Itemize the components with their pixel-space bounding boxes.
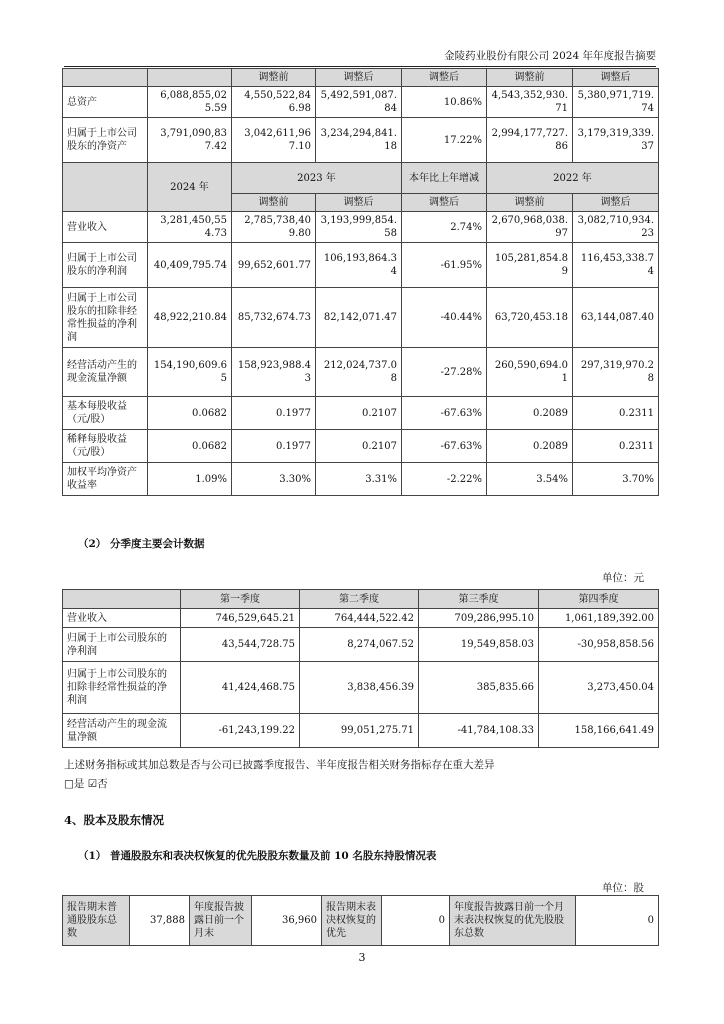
table-cell: 48,922,210.84 (148, 288, 232, 348)
table-cell: 2.74% (402, 212, 487, 243)
table-cell: 3.30% (232, 463, 316, 496)
unit-label: 单位：元 (602, 572, 644, 584)
table-cell: 40,409,795.74 (148, 243, 232, 288)
table-cell: 调整后 (402, 194, 487, 212)
table-cell: 37,888 (130, 896, 190, 946)
table-cell: 稀释每股收益（元/股） (63, 430, 148, 463)
table-header-row (63, 590, 659, 609)
table-cell: 4,550,522,846.98 (232, 87, 316, 118)
table-cell: 基本每股收益（元/股） (63, 397, 148, 430)
table-cell: 4,543,352,930.71 (487, 87, 573, 118)
table-cell: 调整后 (316, 69, 402, 87)
table-cell: 报告期末表决权恢复的优先 (322, 896, 382, 946)
table-cell (148, 69, 232, 87)
table-cell: 2024 年 (148, 163, 232, 212)
table-cell: 年度报告披露日前一个月末表决权恢复的优先股股东总数 (450, 896, 576, 946)
table-row (63, 662, 659, 714)
table-cell: 8,274,067.52 (300, 628, 419, 662)
table-cell: 3,273,450.04 (539, 662, 659, 714)
table-cell: 3,082,710,934.23 (573, 212, 659, 243)
table-cell: 0.0682 (148, 397, 232, 430)
table-cell: 0.2311 (573, 430, 659, 463)
table-cell: 经营活动产生的现金流量净额 (63, 348, 148, 397)
table-cell: 41,424,468.75 (181, 662, 300, 714)
table-cell: 3.54% (487, 463, 573, 496)
table-year-row (63, 163, 659, 194)
table-cell: 归属于上市公司股东的扣除非经常性损益的净利润 (63, 288, 148, 348)
table-cell: 106,193,864.34 (316, 243, 402, 288)
table-cell: 年度报告披露日前一个月末 (190, 896, 252, 946)
annual-data-table (62, 68, 659, 496)
table-cell: 调整前 (232, 69, 316, 87)
table-cell: 116,453,338.74 (573, 243, 659, 288)
table-cell: 764,444,522.42 (300, 609, 419, 628)
table-cell: -40.44% (402, 288, 487, 348)
unit-label-shares: 单位：股 (602, 882, 644, 894)
table-cell: 43,544,728.75 (181, 628, 300, 662)
table-cell: 3,791,090,837.42 (148, 118, 232, 163)
table-cell: 0.2107 (316, 430, 402, 463)
section-quarterly-title: （2） 分季度主要会计数据 (78, 538, 205, 550)
table-cell: 3,193,999,854.58 (316, 212, 402, 243)
table-cell: -67.63% (402, 430, 487, 463)
table-cell: 154,190,609.65 (148, 348, 232, 397)
table-cell: 36,960 (252, 896, 322, 946)
table-cell: 3.31% (316, 463, 402, 496)
table-cell: 归属于上市公司股东的净资产 (63, 118, 148, 163)
table-row (63, 288, 659, 348)
section-shareholders-subtitle: （1） 普通股股东和表决权恢复的优先股股东数量及前 10 名股东持股情况表 (78, 850, 437, 862)
table-cell: 调整后 (573, 194, 659, 212)
table-cell: -67.63% (402, 397, 487, 430)
table-cell: 调整后 (402, 69, 487, 87)
table-row (63, 628, 659, 662)
table-cell: -61.95% (402, 243, 487, 288)
table-row (63, 609, 659, 628)
quarterly-data-table (62, 589, 659, 748)
table-cell: 3,838,456.39 (300, 662, 419, 714)
table-cell: 10.86% (402, 87, 487, 118)
table-cell: 0.1977 (232, 397, 316, 430)
table-cell: -27.28% (402, 348, 487, 397)
table-cell: 0.0682 (148, 430, 232, 463)
table-row (63, 118, 659, 163)
table-row (63, 896, 659, 946)
table-cell (63, 590, 181, 609)
table-cell (63, 69, 148, 87)
table-cell: 报告期末普通股股东总数 (63, 896, 130, 946)
table-cell: 总资产 (63, 87, 148, 118)
table-cell: 经营活动产生的现金流量净额 (63, 714, 181, 748)
table-cell: 6,088,855,025.59 (148, 87, 232, 118)
yes-no-checkbox: □是 ☑否 (64, 778, 108, 790)
table-cell: 0.1977 (232, 430, 316, 463)
table-cell: 2,994,177,727.86 (487, 118, 573, 163)
table-cell: 第四季度 (539, 590, 659, 609)
table-cell: 调整前 (232, 194, 316, 212)
table-cell: 212,024,737.08 (316, 348, 402, 397)
table-cell: 0.2311 (573, 397, 659, 430)
table-cell: 归属于上市公司股东的扣除非经常性损益的净利润 (63, 662, 181, 714)
table-cell: 本年比上年增减 (402, 163, 487, 194)
table-row (63, 212, 659, 243)
table-row (63, 87, 659, 118)
table-cell: 0.2089 (487, 397, 573, 430)
table-cell: 297,319,970.28 (573, 348, 659, 397)
difference-note: 上述财务指标或其加总数是否与公司已披露季度报告、半年度报告相关财务指标存在重大差异 (64, 759, 495, 771)
table-cell: 0.2089 (487, 430, 573, 463)
table-cell: 82,142,071.47 (316, 288, 402, 348)
table-cell: 0 (382, 896, 450, 946)
table-cell: 归属于上市公司股东的净利润 (63, 628, 181, 662)
table-cell: 260,590,694.01 (487, 348, 573, 397)
table-cell: 第二季度 (300, 590, 419, 609)
table-cell: 调整前 (487, 69, 573, 87)
table-cell: 17.22% (402, 118, 487, 163)
table-row (63, 243, 659, 288)
section-shareholders-title: 4、股本及股东情况 (64, 813, 165, 827)
table-cell: 3,234,294,841.18 (316, 118, 402, 163)
table-cell: 1.09% (148, 463, 232, 496)
table-row (63, 430, 659, 463)
table-cell: 1,061,189,392.00 (539, 609, 659, 628)
table-cell: 营业收入 (63, 609, 181, 628)
table-cell: 营业收入 (63, 212, 148, 243)
page-number: 3 (358, 951, 366, 964)
table-cell: 99,051,275.71 (300, 714, 419, 748)
table-cell: 85,732,674.73 (232, 288, 316, 348)
table-cell: 158,923,988.43 (232, 348, 316, 397)
table-cell: 调整后 (573, 69, 659, 87)
table-cell: 5,380,971,719.74 (573, 87, 659, 118)
table-cell: 0 (576, 896, 659, 946)
table-cell: 3,281,450,554.73 (148, 212, 232, 243)
table-row (63, 348, 659, 397)
table-cell: 105,281,854.89 (487, 243, 573, 288)
table-cell: -61,243,199.22 (181, 714, 300, 748)
table-cell: -30,958,858.56 (539, 628, 659, 662)
table-cell: 158,166,641.49 (539, 714, 659, 748)
table-cell: 2,670,968,038.97 (487, 212, 573, 243)
table-cell: 3.70% (573, 463, 659, 496)
table-cell: -2.22% (402, 463, 487, 496)
table-cell: 63,720,453.18 (487, 288, 573, 348)
table-cell: 63,144,087.40 (573, 288, 659, 348)
table-row (63, 463, 659, 496)
table-cell (63, 163, 148, 212)
table-cell: 2,785,738,409.80 (232, 212, 316, 243)
table-cell: 归属于上市公司股东的净利润 (63, 243, 148, 288)
table-cell: 99,652,601.77 (232, 243, 316, 288)
table-cell: 19,549,858.03 (419, 628, 539, 662)
table-row (63, 397, 659, 430)
table-cell: 5,492,591,087.84 (316, 87, 402, 118)
table-header-row (63, 69, 659, 87)
table-cell: 746,529,645.21 (181, 609, 300, 628)
table-cell: 调整后 (316, 194, 402, 212)
table-cell: 0.2107 (316, 397, 402, 430)
table-cell: 调整前 (487, 194, 573, 212)
table-cell: 加权平均净资产收益率 (63, 463, 148, 496)
table-row (63, 714, 659, 748)
table-cell: 709,286,995.10 (419, 609, 539, 628)
page-header: 金陵药业股份有限公司 2024 年年度报告摘要 (64, 48, 656, 67)
table-cell: 第一季度 (181, 590, 300, 609)
table-cell: 385,835.66 (419, 662, 539, 714)
table-cell: -41,784,108.33 (419, 714, 539, 748)
shareholder-count-table (62, 895, 659, 946)
table-cell: 2022 年 (487, 163, 659, 194)
table-cell: 3,042,611,967.10 (232, 118, 316, 163)
table-cell: 第三季度 (419, 590, 539, 609)
table-cell: 3,179,319,339.37 (573, 118, 659, 163)
table-cell: 2023 年 (232, 163, 402, 194)
